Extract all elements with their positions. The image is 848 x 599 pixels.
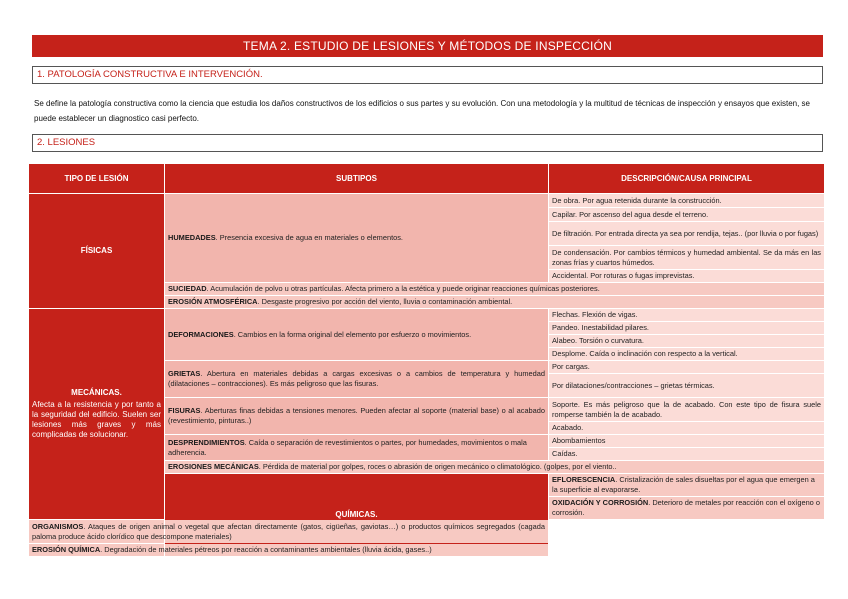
- table-header-row: [29, 164, 825, 194]
- subtype-desprendimientos: DESPRENDIMIENTOS. Caída o separación de revestimientos o partes, por humedades, movimientos o mala adherencia.: [165, 435, 549, 461]
- header-descripcion: DESCRIPCIÓN/CAUSA PRINCIPAL: [549, 164, 825, 194]
- subtype-grietas: GRIETAS. Abertura en materiales debidas a cargas excesivas o a cambios de temperatura y humedad (dilataciones – contracciones). Es más peligroso que las fisuras.: [165, 361, 549, 398]
- table-row: [29, 544, 825, 557]
- document-title: TEMA 2. ESTUDIO DE LESIONES Y MÉTODOS DE INSPECCIÓN: [32, 35, 823, 57]
- subtype-erosion-atmosferica: EROSIÓN ATMOSFÉRICA. Desgaste progresivo por acción del viento, lluvia o contaminación ambiental.: [165, 296, 825, 309]
- section-heading-lesiones: 2. LESIONES: [32, 134, 823, 152]
- desc-cell: Alabeo. Torsión o curvatura.: [549, 335, 825, 348]
- subtype-oxidacion: OXIDACIÓN Y CORROSIÓN. Deterioro de metales por reacción con el oxígeno o corrosión.: [549, 497, 825, 520]
- desc-cell: Accidental. Por roturas o fugas imprevistas.: [549, 270, 825, 283]
- desc-cell: De condensación. Por cambios térmicos y humedad ambiental. Se da más en las zonas frías y cuartos húmedos.: [549, 246, 825, 270]
- type-mecanicas: MECÁNICAS. Afecta a la resistencia y por tanto a la seguridad del edificio. Suelen ser lesiones más graves y más complicadas de solucionar.: [29, 309, 165, 520]
- lesions-table: [28, 163, 825, 557]
- subtype-humedades: HUMEDADES. Presencia excesiva de agua en materiales o elementos.: [165, 194, 549, 283]
- desc-cell: Por cargas.: [549, 361, 825, 374]
- table-row: [29, 520, 825, 544]
- subtype-erosion-quimica: EROSIÓN QUÍMICA. Degradación de materiales pétreos por reacción a contaminantes ambientales (lluvia ácida, gases..): [29, 544, 549, 557]
- desc-cell: Soporte. Es más peligroso que la de acabado. Con este tipo de fisura suele romperse también la de acabado.: [549, 398, 825, 422]
- subtype-suciedad: SUCIEDAD. Acumulación de polvo u otras partículas. Afecta primero a la estética y puede originar reacciones químicas posteriores.: [165, 283, 825, 296]
- subtype-erosiones-mecanicas: EROSIONES MECÁNICAS. Pérdida de material por golpes, roces o abrasión de origen mecánico o climatológico. (golpes, por el viento..: [165, 461, 825, 474]
- desc-cell: Abombamientos: [549, 435, 825, 448]
- subtype-fisuras: FISURAS. Aberturas finas debidas a tensiones menores. Pueden afectar al soporte (material base) o al acabado (revestimiento, pinturas..): [165, 398, 549, 435]
- type-mecanicas-desc: Afecta a la resistencia y por tanto a la seguridad del edificio. Suelen ser lesiones más graves y más complicadas de solucionar.: [32, 400, 161, 439]
- type-quimicas: QUÍMICAS.: [165, 474, 549, 557]
- header-subtipos: SUBTIPOS: [165, 164, 549, 194]
- desc-cell: Acabado.: [549, 422, 825, 435]
- subtype-deformaciones: DEFORMACIONES. Cambios en la forma original del elemento por esfuerzo o movimientos.: [165, 309, 549, 361]
- header-tipo: TIPO DE LESIÓN: [29, 164, 165, 194]
- intro-paragraph: Se define la patología constructiva como la ciencia que estudia los daños constructivos de los edificios o sus partes y su evolución. Con una metodología y la multitud de técnicas de inspección y ensayos que existen, se puede establecer un diagnostico casi perfecto.: [34, 99, 811, 123]
- section-heading-patologia: 1. PATOLOGÍA CONSTRUCTIVA E INTERVENCIÓN.: [32, 66, 823, 84]
- desc-cell: Caídas.: [549, 448, 825, 461]
- desc-cell: De obra. Por agua retenida durante la construcción.: [549, 194, 825, 208]
- table-row: [29, 309, 825, 322]
- desc-cell: Flechas. Flexión de vigas.: [549, 309, 825, 322]
- desc-cell: Pandeo. Inestabilidad pilares.: [549, 322, 825, 335]
- subtype-organismos: ORGANISMOS. Ataques de origen animal o vegetal que afectan directamente (gatos, cigüeñas, gaviotas…) o productos químicos segregados (cagada paloma produce ácido clorídico que descompone materiales): [29, 520, 549, 544]
- type-fisicas: FÍSICAS: [29, 194, 165, 309]
- subtype-eflorescencia: EFLORESCENCIA. Cristalización de sales disueltas por el agua que emergen a la superficie al evaporarse.: [549, 474, 825, 497]
- desc-cell: Capilar. Por ascenso del agua desde el terreno.: [549, 208, 825, 222]
- desc-cell: De filtración. Por entrada directa ya sea por rendija, tejas.. (por lluvia o por fugas): [549, 222, 825, 246]
- desc-cell: Desplome. Caída o inclinación con respecto a la vertical.: [549, 348, 825, 361]
- desc-cell: Por dilataciones/contracciones – grietas térmicas.: [549, 374, 825, 398]
- table-row: [29, 194, 825, 208]
